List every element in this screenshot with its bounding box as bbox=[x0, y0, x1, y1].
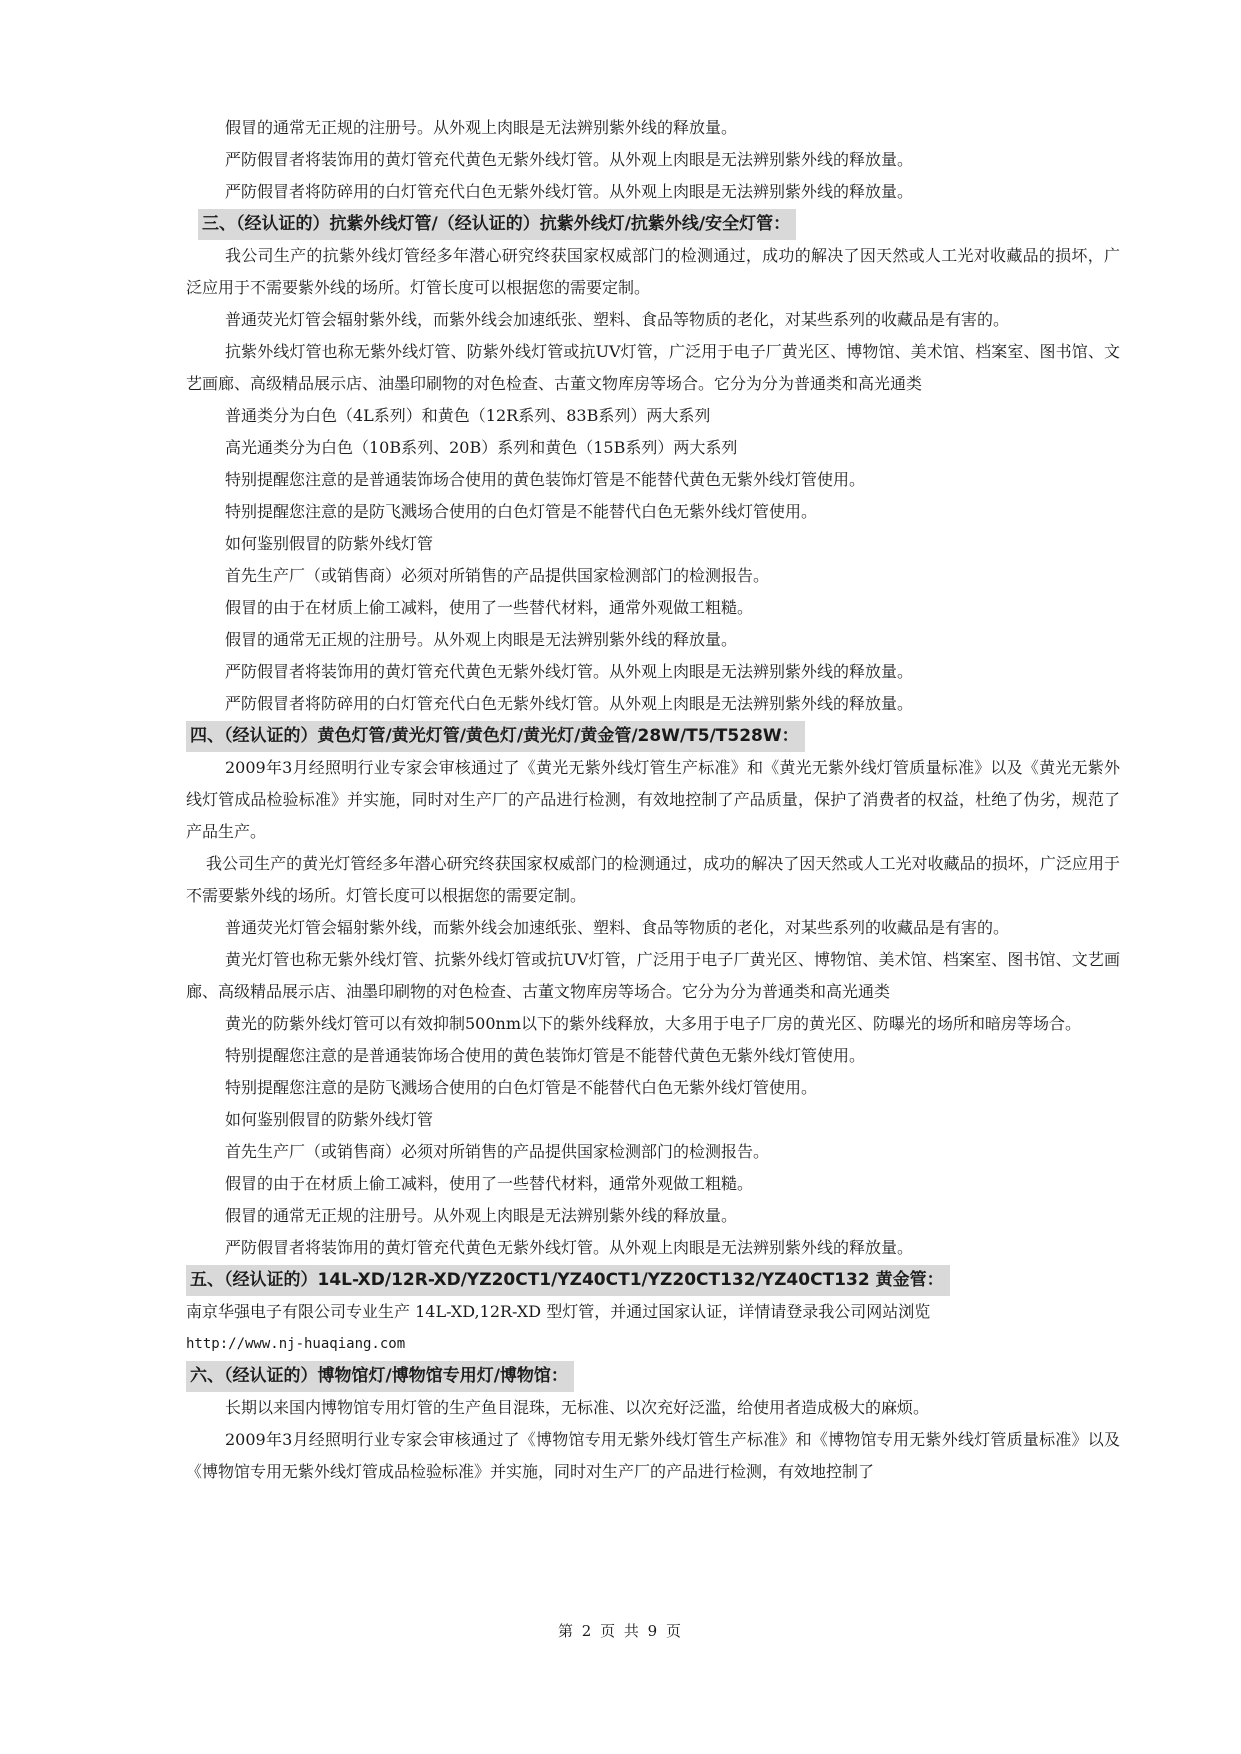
paragraph: 2009年3月经照明行业专家会审核通过了《博物馆专用无紫外线灯管生产标准》和《博物馆专用无紫外线灯管质量标准》以及《博物馆专用无紫外线灯管成品检验标准》并实施，同时对生产厂的产品进行检测，有效地控制了 bbox=[186, 1430, 1120, 1481]
paragraph: 假冒的由于在材质上偷工减料，使用了一些替代材料，通常外观做工粗糙。 bbox=[225, 1174, 754, 1193]
section-heading-6: 六、（经认证的）博物馆灯/博物馆专用灯/博物馆： bbox=[186, 1361, 574, 1392]
website-link[interactable]: http://www.nj-huaqiang.com bbox=[186, 1336, 406, 1352]
paragraph: 我公司生产的黄光灯管经多年潜心研究终获国家权威部门的检测通过，成功的解决了因天然或人工光对收藏品的损坏，广泛应用于不需要紫外线的场所。灯管长度可以根据您的需要定制。 bbox=[186, 854, 1120, 905]
paragraph: 我公司生产的抗紫外线灯管经多年潜心研究终获国家权威部门的检测通过，成功的解决了因天然或人工光对收藏品的损坏，广泛应用于不需要紫外线的场所。灯管长度可以根据您的需要定制。 bbox=[186, 246, 1120, 297]
paragraph: 黄光灯管也称无紫外线灯管、抗紫外线灯管或抗UV灯管，广泛用于电子厂黄光区、博物馆、美术馆、档案室、图书馆、文艺画廊、高级精品展示店、油墨印刷物的对色检查、古董文物库房等场合。它分为分为普通类和高光通类 bbox=[186, 950, 1120, 1001]
paragraph: 特别提醒您注意的是防飞溅场合使用的白色灯管是不能替代白色无紫外线灯管使用。 bbox=[225, 502, 818, 521]
paragraph: 普通类分为白色（4L系列）和黄色（12R系列、83B系列）两大系列 bbox=[225, 406, 711, 425]
paragraph: 严防假冒者将装饰用的黄灯管充代黄色无紫外线灯管。从外观上肉眼是无法辨别紫外线的释放量。 bbox=[225, 662, 914, 681]
section-heading-4: 四、（经认证的）黄色灯管/黄光灯管/黄色灯/黄光灯/黄金管/28W/T5/T528W： bbox=[186, 721, 805, 752]
paragraph: 特别提醒您注意的是普通装饰场合使用的黄色装饰灯管是不能替代黄色无紫外线灯管使用。 bbox=[225, 470, 866, 489]
company-statement: 南京华强电子有限公司专业生产 14L-XD,12R-XD 型灯管，并通过国家认证，详情请登录我公司网站浏览 bbox=[186, 1302, 931, 1321]
paragraph: 严防假冒者将装饰用的黄灯管充代黄色无紫外线灯管。从外观上肉眼是无法辨别紫外线的释放量。 bbox=[225, 1238, 914, 1257]
paragraph: 首先生产厂（或销售商）必须对所销售的产品提供国家检测部门的检测报告。 bbox=[225, 1142, 770, 1161]
paragraph: 严防假冒者将防碎用的白灯管充代白色无紫外线灯管。从外观上肉眼是无法辨别紫外线的释放量。 bbox=[225, 694, 914, 713]
paragraph: 首先生产厂（或销售商）必须对所销售的产品提供国家检测部门的检测报告。 bbox=[225, 566, 770, 585]
paragraph: 假冒的通常无正规的注册号。从外观上肉眼是无法辨别紫外线的释放量。 bbox=[225, 1206, 738, 1225]
paragraph: 黄光的防紫外线灯管可以有效抑制500nm以下的紫外线释放，大多用于电子厂房的黄光区、防曝光的场所和暗房等场合。 bbox=[225, 1014, 1082, 1033]
paragraph: 高光通类分为白色（10B系列、20B）系列和黄色（15B系列）两大系列 bbox=[225, 438, 738, 457]
section-heading-3: 三、（经认证的）抗紫外线灯管/（经认证的）抗紫外线灯/抗紫外线/安全灯管： bbox=[198, 209, 796, 240]
paragraph: 2009年3月经照明行业专家会审核通过了《黄光无紫外线灯管生产标准》和《黄光无紫外线灯管质量标准》以及《黄光无紫外线灯管成品检验标准》并实施，同时对生产厂的产品进行检测，有效地控制了产品质量，保护了消费者的权益，杜绝了伪劣，规范了产品生产。 bbox=[186, 758, 1120, 841]
paragraph: 假冒的由于在材质上偷工减料，使用了一些替代材料，通常外观做工粗糙。 bbox=[225, 598, 754, 617]
paragraph: 假冒的通常无正规的注册号。从外观上肉眼是无法辨别紫外线的释放量。 bbox=[225, 630, 738, 649]
section-heading-wrapper bbox=[186, 208, 1120, 240]
paragraph: 特别提醒您注意的是普通装饰场合使用的黄色装饰灯管是不能替代黄色无紫外线灯管使用。 bbox=[225, 1046, 866, 1065]
paragraph: 严防假冒者将装饰用的黄灯管充代黄色无紫外线灯管。从外观上肉眼是无法辨别紫外线的释放量。 bbox=[225, 150, 914, 169]
paragraph: 普通荧光灯管会辐射紫外线，而紫外线会加速纸张、塑料、食品等物质的老化，对某些系列的收藏品是有害的。 bbox=[225, 310, 1010, 329]
section-heading-wrapper bbox=[186, 1264, 1120, 1296]
document-body bbox=[186, 112, 1120, 1488]
paragraph: 如何鉴别假冒的防紫外线灯管 bbox=[225, 1110, 434, 1129]
section-heading-5: 五、（经认证的）14L-XD/12R-XD/YZ20CT1/YZ40CT1/YZ20CT132/YZ40CT132 黄金管： bbox=[186, 1265, 950, 1296]
paragraph: 长期以来国内博物馆专用灯管的生产鱼目混珠，无标准、以次充好泛滥，给使用者造成极大的麻烦。 bbox=[225, 1398, 930, 1417]
paragraph: 假冒的通常无正规的注册号。从外观上肉眼是无法辨别紫外线的释放量。 bbox=[225, 118, 738, 137]
section-heading-wrapper bbox=[186, 720, 1120, 752]
paragraph: 普通荧光灯管会辐射紫外线，而紫外线会加速纸张、塑料、食品等物质的老化，对某些系列的收藏品是有害的。 bbox=[225, 918, 1010, 937]
page-footer: 第 2 页 共 9 页 bbox=[558, 1622, 683, 1640]
section-heading-wrapper bbox=[186, 1360, 1120, 1392]
paragraph: 严防假冒者将防碎用的白灯管充代白色无紫外线灯管。从外观上肉眼是无法辨别紫外线的释放量。 bbox=[225, 182, 914, 201]
paragraph: 抗紫外线灯管也称无紫外线灯管、防紫外线灯管或抗UV灯管，广泛用于电子厂黄光区、博物馆、美术馆、档案室、图书馆、文艺画廊、高级精品展示店、油墨印刷物的对色检查、古董文物库房等场合。它分为分为普通类和高光通类 bbox=[186, 342, 1120, 393]
paragraph: 如何鉴别假冒的防紫外线灯管 bbox=[225, 534, 434, 553]
paragraph: 特别提醒您注意的是防飞溅场合使用的白色灯管是不能替代白色无紫外线灯管使用。 bbox=[225, 1078, 818, 1097]
